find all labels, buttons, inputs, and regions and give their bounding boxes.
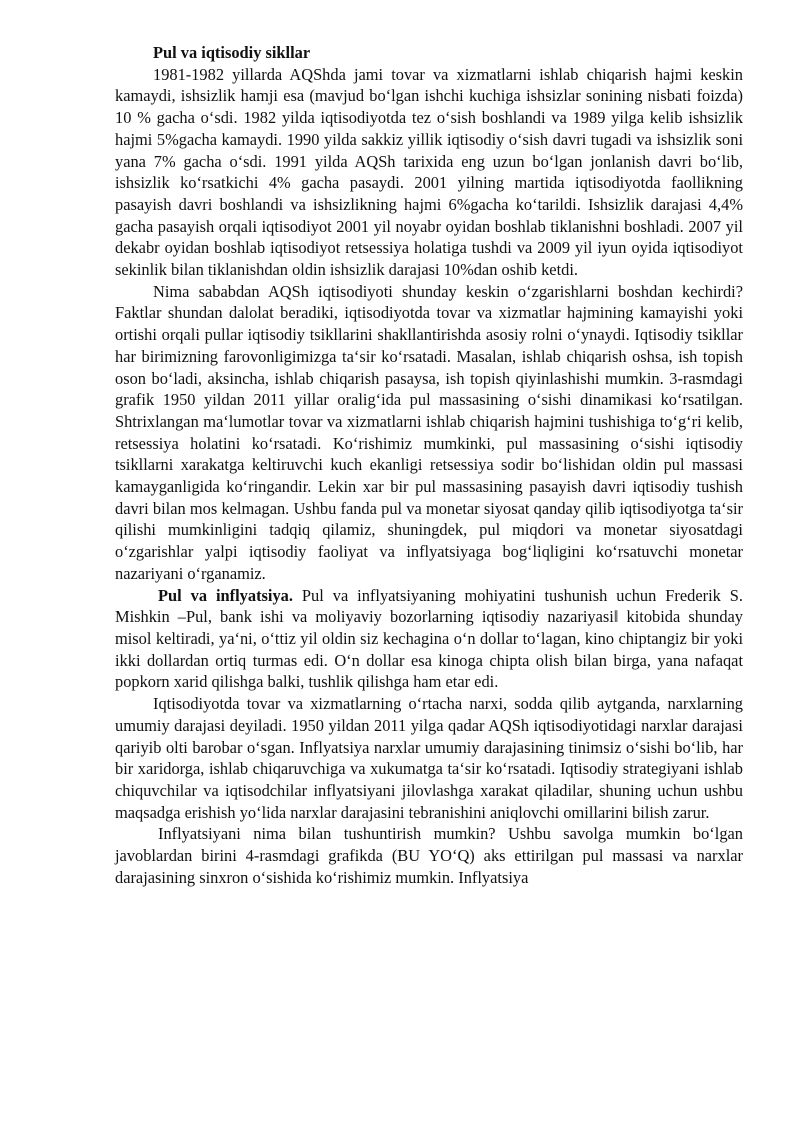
paragraph-price-level: Iqtisodiyotda tovar va xizmatlarning o‘rtacha narxi, sodda qilib aytganda, narxlarning umumiy darajasi deyiladi. 1950 yildan 2011 yilga qadar AQSh iqtisodiyotidagi narxlar darajasi qariyib olti barobar o‘sgan. Inflyatsiya narxlar umumiy darajasining tinimsiz o‘sishi bo‘lib, har bir xaridorga, ishlab chiqaruvchiga va xukumatga ta‘sir ko‘rsatadi. Iqtisodiy strategiyani ishlab chiquvchilar va iqtisodchilar inflyatsiyani jilovlashga xarakat qiladilar, shuning uchun ushbu maqsadga erishish yo‘lida narxlar darajasini tebranishini aniqlovchi omillarini bilish zarur.	[115, 694, 743, 822]
document-page	[115, 42, 743, 888]
section-title: Pul va iqtisodiy sikllar	[153, 43, 311, 62]
paragraph-money-inflation	[115, 585, 743, 694]
paragraph-inflation-explanation: Inflyatsiyani nima bilan tushuntirish mumkin? Ushbu savolga mumkin bo‘lgan javoblardan birini 4-rasmdagi grafikda (BU YO‘Q) aks ettirilgan pul massasi va narxlar darajasining sinxron o‘sishida ko‘rishimiz mumkin. Inflyatsiya	[115, 824, 743, 887]
paragraph-economic-cycles: 1981-1982 yillarda AQShda jami tovar va xizmatlarni ishlab chiqarish hajmi keskin kamaydi, ishsizlik hamji esa (mavjud bo‘lgan ishchi kuchiga ishsizlar sonining nisbati foizda) 10 % gacha o‘sdi. 1982 yilda iqtisodiyotda tez o‘sish boshlandi va 1989 yilga kelib ishsizlik hajmi 5%gacha kamaydi. 1990 yilda sakkiz yillik iqtisodiy o‘sish davri tugadi va ishsizlik soni yana 7% gacha o‘sdi. 1991 yilda AQSh tarixida eng uzun bo‘lgan jonlanish davri bo‘lib, ishsizlik ko‘rsatkichi 4% gacha pasaydi. 2001 yilning martida iqtisodiyotda faollikning pasayish davri boshlandi va ishsizlikning hajmi 6%gacha ko‘tarildi. Ishsizlik darajasi 4,4% gacha pasayish orqali iqtisodiyot 2001 yil noyabr oyidan boshlab tiklanishni boshladi. 2007 yil dekabr oyidan boshlab iqtisodiyot retsessiya holatiga tushdi va 2009 yil iyun oyida iqtisodiyot sekinlik bilan tiklanishdan oldin ishsizlik darajasi 10%dan oshib ketdi.	[115, 64, 743, 280]
paragraph-money-role: Nima sababdan AQSh iqtisodiyoti shunday keskin o‘zgarishlarni boshdan kechirdi? Faktlar shundan dalolat beradiki, iqtisodiyotda tovar va xizmatlar hajmining kamayishi yoki ortishi orqali pullar iqtisodiy tsikllarini shakllantirishda asosiy rolni o‘ynaydi. Iqtisodiy tsikllar har birimizning farovonligimizga ta‘sir ko‘rsatadi. Masalan, ishlab chiqarish oshsa, ish topish oson bo‘ladi, aksincha, ishlab chiqarish pasaysa, ish topish qiyinlashishi mumkin. 3-rasmdagi grafik 1950 yildan 2011 yillar oralig‘ida pul massasining o‘sishi dinamikasi ko‘rsatilgan. Shtrixlangan ma‘lumotlar tovar va xizmatlarni ishlab chiqarish hajmini tushishiga to‘g‘ri kelib, retsessiya holatini ko‘rsatadi. Ko‘rishimiz mumkinki, pul massasining o‘sishi iqtisodiy tsikllarni xarakatga keltiruvchi kuch ekanligi retsessiya sodir bo‘lishidan oldin pul massasi kamayganligida ko‘ringandir. Lekin xar bir pul massasining pasayish davri iqtisodiy tushish davri bilan mos kelmagan. Ushbu fanda pul va monetar siyosat qanday qilib iqtisodiyotga ta‘sir qilishi mumkinligini tadqiq qilamiz, shuningdek, pul miqdori va monetar siyosatdagi o‘zgarishlar yalpi iqtisodiy faoliyat va inflyatsiyaga bog‘liqligini ko‘rsatuvchi monetar nazariyani o‘rganamiz.	[115, 281, 743, 583]
paragraph-money-inflation-text: Pul va inflyatsiyaning mohiyatini tushunish uchun Frederik S. Mishkin –Pul, bank ishi va moliyaviy bozorlarning iqtisodiy nazariyasi‖ kitobida shunday misol keltiradi, ya‘ni, o‘ttiz yil oldin siz kechagina o‘n dollar to‘lagan, kino chiptangiz bir yoki ikki dollardan ortiq turmas edi. O‘n dollar esa kinoga chipta olish bilan birga, yana nafaqat popkorn xarid qilishga balki, tushlik qilishga ham etar edi.	[115, 585, 743, 692]
inline-heading-money-inflation: Pul va inflyatsiya.	[158, 585, 293, 605]
